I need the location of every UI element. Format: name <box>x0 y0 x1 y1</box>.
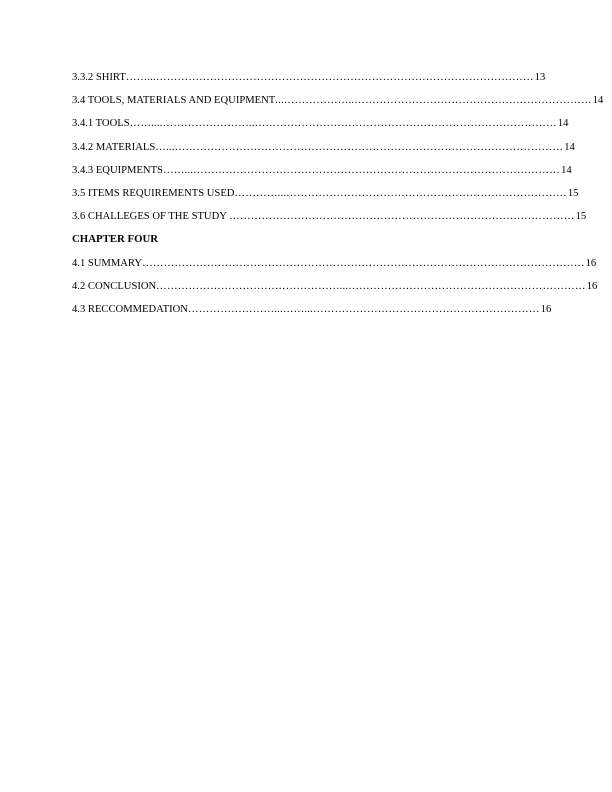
table-of-contents <box>72 69 604 324</box>
toc-entry-leader: ……………………………………………...………………………………………………………… <box>156 280 586 292</box>
toc-entry-3-3-2-shirt[interactable] <box>72 69 546 92</box>
toc-entry-title: 3.6 CHALLEGES OF THE STUDY <box>72 211 230 223</box>
toc-entry-4-2-conclusion[interactable] <box>72 278 598 301</box>
toc-entry-leader: ……………………...……...……………………………………………………… <box>187 303 540 315</box>
toc-entry-title: 3.4.3 EQUIPMENTS <box>72 164 163 176</box>
toc-entry-leader: ……...…………………………………………………………………………………………… <box>125 72 534 83</box>
toc-entry-4-1-summary[interactable] <box>72 255 597 278</box>
toc-entry-title: 4.1 SUMMARY <box>72 257 143 269</box>
toc-entry-leader: …………………………………………………………………………………………………………… <box>142 257 585 269</box>
toc-entry-page: 13 <box>534 72 546 83</box>
toc-entry-4-3-reccommedation[interactable] <box>72 301 552 324</box>
toc-entry-3-4-tools-materials-equipment[interactable] <box>72 92 604 115</box>
toc-entry-leader: ……....……………………..………………………………………………………………………… <box>129 118 557 130</box>
toc-entry-page: 15 <box>567 187 579 199</box>
toc-entry-3-4-3-equipments[interactable] <box>72 162 572 185</box>
toc-entry-title: 3.4 TOOLS, MATERIALS AND EQUIPMENT <box>72 95 276 107</box>
toc-entry-3-4-2-materials[interactable] <box>72 139 575 162</box>
toc-entry-page: 14 <box>592 95 604 107</box>
toc-entry-title: 3.3.2 SHIRT <box>72 72 126 83</box>
toc-entry-3-4-1-tools[interactable] <box>72 115 569 138</box>
toc-entry-leader: ……...………………………………………………………………………………………… <box>162 164 561 176</box>
toc-entry-title: 4.2 CONCLUSION <box>72 280 157 292</box>
toc-entry-page: 14 <box>561 164 572 176</box>
toc-entry-title: 3.5 ITEMS REQUIREMENTS USED <box>72 187 235 199</box>
toc-entry-leader: ...………………..………………………………………………………… <box>275 95 592 107</box>
toc-entry-3-5-items-requirements-used[interactable] <box>72 185 579 208</box>
toc-entry-leader: …………...…………………………………………………………………… <box>234 187 567 199</box>
toc-entry-page: 14 <box>564 141 575 153</box>
toc-entry-page: 16 <box>586 280 598 292</box>
toc-entry-page: 16 <box>540 303 552 315</box>
toc-entry-title: 3.4.1 TOOLS <box>72 118 130 130</box>
toc-entry-title: 3.4.2 MATERIALS <box>72 141 156 153</box>
chapter-heading: CHAPTER FOUR <box>72 233 159 246</box>
toc-entry-leader: …………………………………………………………………………………… <box>229 211 575 223</box>
toc-entry-title: 4.3 RECCOMMEDATION <box>72 303 188 315</box>
toc-entry-leader: …...……………………………………………………………………………………………… <box>155 141 564 153</box>
toc-entry-page: 15 <box>575 211 587 223</box>
toc-entry-page: 14 <box>557 118 569 130</box>
toc-entry-page: 16 <box>585 257 597 269</box>
toc-entry-3-6-challeges-of-the-study[interactable] <box>72 208 587 231</box>
